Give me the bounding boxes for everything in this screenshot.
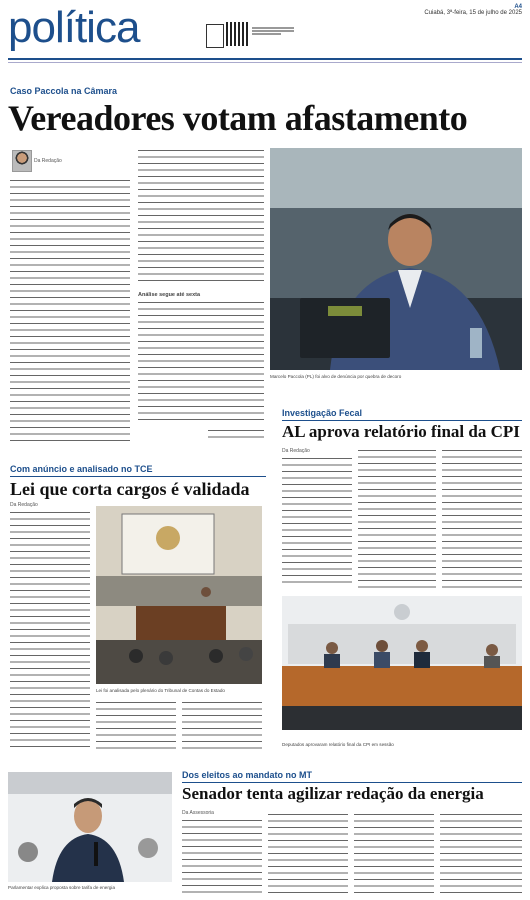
story1-column-1: [10, 180, 130, 442]
story1-footer-note: [208, 430, 264, 438]
story3-column-2: [96, 702, 176, 750]
story1-column-2b: [138, 302, 264, 424]
story3-photo: [96, 506, 262, 684]
tce-plenary-illustration: [96, 506, 262, 684]
author-avatar: [12, 150, 32, 172]
story1-photo-caption: Marcelo Paccola (PL) foi alvo de denúncia por quebra de decoro: [270, 374, 402, 379]
story2-headline: AL aprova relatório final da CPI: [282, 422, 520, 441]
senator-photo-illustration: [8, 772, 172, 882]
story4-kicker: Dos eleitos ao mandato no MT: [182, 770, 522, 783]
section-title: política: [8, 3, 140, 52]
story1-photo: [270, 148, 522, 370]
story3-photo-caption: Lei foi analisada pelo plenário do Tribunal de Contas do Estado: [96, 688, 225, 693]
story2-column-3: [442, 450, 522, 588]
story4-photo: [8, 772, 172, 882]
story2-photo: [282, 596, 522, 730]
story1-column-2a: [138, 150, 264, 286]
page-header-info: [424, 4, 522, 16]
date-line: Cuiabá, 3ª-feira, 15 de julho de 2025: [424, 10, 522, 16]
story3-headline: Lei que corta cargos é validada: [10, 479, 250, 499]
story4-byline: Da Assessoria: [182, 810, 214, 816]
story2-column-2: [358, 450, 436, 588]
masthead-rule: [8, 58, 522, 60]
story1-subhead: Análise segue até sexta: [138, 292, 201, 298]
story3-kicker: Com anúncio e analisado no TCE: [10, 464, 266, 477]
story2-column-1: [282, 458, 352, 588]
qr-code-icon: [226, 22, 248, 46]
story1-kicker: Caso Paccola na Câmara: [10, 86, 118, 96]
story2-photo-caption: Deputados aprovaram relatório final da CPI em sessão: [282, 742, 394, 747]
story4-column-4: [440, 814, 522, 894]
qr-caption-placeholder: [252, 26, 294, 36]
councilman-photo-illustration: [270, 148, 522, 370]
story3-byline: Da Redação: [10, 502, 38, 508]
story3-column-1: [10, 512, 90, 750]
story1-byline: Da Redação: [34, 158, 62, 164]
story2-byline: Da Redação: [282, 448, 310, 454]
masthead-rule-thin: [8, 62, 522, 63]
story4-column-3: [354, 814, 434, 894]
assembly-session-illustration: [282, 596, 522, 730]
logo-icon: [206, 24, 224, 48]
page-number: A4: [514, 4, 522, 10]
story2-kicker: Investigação Fecal: [282, 408, 522, 421]
story4-column-2: [268, 814, 348, 894]
story4-headline: Senador tenta agilizar redação da energia: [182, 784, 484, 803]
story4-column-1: [182, 820, 262, 894]
story3-column-3: [182, 702, 262, 750]
story1-headline: Vereadores votam afastamento: [8, 98, 468, 138]
story4-photo-caption: Parlamentar explica proposta sobre tarifa de energia: [8, 885, 115, 890]
